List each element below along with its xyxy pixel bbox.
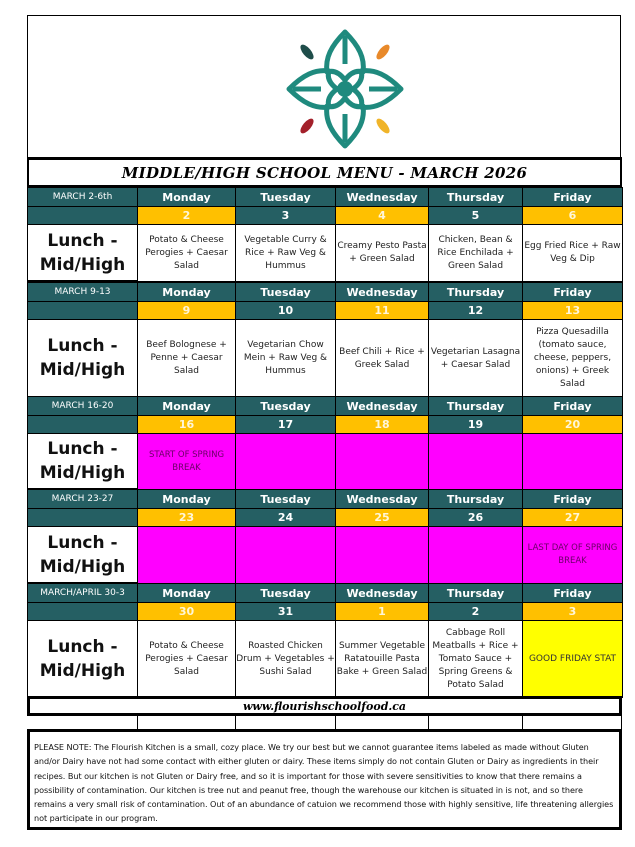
week-header-row [28,397,623,416]
date-cell: 10 [236,302,336,320]
date-cell: 5 [429,207,523,225]
day-name: Tuesday [236,490,336,509]
date-cell: 6 [523,207,623,225]
week-header-row [28,283,623,302]
menu-title-bar [27,157,622,187]
day-name: Friday [523,283,623,302]
lunch-label: Lunch - Mid/High [28,434,138,490]
meal-cell: Beef Bolognese + Penne + Caesar Salad [138,320,236,398]
meal-cell: Summer Vegetable Ratatouille Pasta Bake + Green Salad [336,621,429,698]
week-table [27,489,623,585]
week-dates-row [28,416,623,434]
day-name: Thursday [429,188,523,207]
week-header-row [28,490,623,509]
day-name: Monday [138,397,236,416]
week-range: MARCH 23-27 [28,490,138,509]
day-name: Friday [523,397,623,416]
date-cell: 20 [523,416,623,434]
meal-cell: Potato & Cheese Perogies + Caesar Salad [138,225,236,282]
date-cell: 27 [523,509,623,527]
meal-cell [236,527,336,584]
meal-cell: LAST DAY OF SPRING BREAK [523,527,623,584]
day-name: Wednesday [336,584,429,603]
day-name: Thursday [429,490,523,509]
lunch-label: Lunch - Mid/High [28,225,138,282]
week-range: MARCH 16-20 [28,397,138,416]
meal-cell: Potato & Cheese Perogies + Caesar Salad [138,621,236,698]
day-name: Tuesday [236,584,336,603]
dates-label-cell [28,603,138,621]
dates-label-cell [28,302,138,320]
date-cell: 23 [138,509,236,527]
date-cell: 24 [236,509,336,527]
week-dates-row [28,207,623,225]
day-name: Friday [523,490,623,509]
flourish-logo-icon [275,24,415,154]
day-name: Thursday [429,397,523,416]
day-name: Wednesday [336,397,429,416]
date-cell: 31 [236,603,336,621]
date-cell: 19 [429,416,523,434]
lunch-row [28,434,623,490]
date-cell: 3 [236,207,336,225]
meal-cell: Pizza Quesadilla (tomato sauce, cheese, peppers, onions) + Greek Salad [523,320,623,398]
day-name: Friday [523,584,623,603]
spacer-row [27,716,622,729]
day-name: Wednesday [336,490,429,509]
week-table [27,282,623,399]
date-cell: 3 [523,603,623,621]
date-cell: 9 [138,302,236,320]
allergy-note: PLEASE NOTE: The Flourish Kitchen is a small, cozy place. We try our best but we cannot guarantee items labeled as made without Gluten and/or Dairy have not had some contact with either gluten or dairy. These items simply do not contain Gluten or Dairy as ingredients in their recipes. But our kitchen is not Gluten or Dairy free, and so it is important for those with severe sensitivities to know that there remains a possibility of contamination. Our kitchen is tree nut and peanut free, though the warehouse our kitchen is situated in is not, and so there remains a very small risk of contamination. Out of an abundance of catuion we recommend those with highly sensitive, life threatening allergies not participate in our program. [27,729,622,830]
date-cell: 30 [138,603,236,621]
day-name: Monday [138,283,236,302]
meal-cell: Egg Fried Rice + Raw Veg & Dip [523,225,623,282]
meal-cell: START OF SPRING BREAK [138,434,236,490]
day-name: Monday [138,584,236,603]
dates-label-cell [28,416,138,434]
week-table [27,583,623,699]
lunch-label: Lunch - Mid/High [28,527,138,584]
day-name: Thursday [429,283,523,302]
meal-cell [429,527,523,584]
day-name: Friday [523,188,623,207]
day-name: Wednesday [336,283,429,302]
meal-cell: Creamy Pesto Pasta + Green Salad [336,225,429,282]
date-cell: 25 [336,509,429,527]
week-dates-row [28,302,623,320]
week-range: MARCH 9-13 [28,283,138,302]
date-cell: 12 [429,302,523,320]
meal-cell: Roasted Chicken Drum + Vegetables + Sushi Salad [236,621,336,698]
dates-label-cell [28,207,138,225]
day-name: Thursday [429,584,523,603]
meal-cell: Cabbage Roll Meatballs + Rice + Tomato Sauce + Spring Greens & Potato Salad [429,621,523,698]
date-cell: 17 [236,416,336,434]
date-cell: 16 [138,416,236,434]
meal-cell [429,434,523,490]
date-cell: 2 [429,603,523,621]
meal-cell: GOOD FRIDAY STAT [523,621,623,698]
meal-cell: Chicken, Bean & Rice Enchilada + Green Salad [429,225,523,282]
day-name: Tuesday [236,188,336,207]
day-name: Tuesday [236,283,336,302]
week-dates-row [28,509,623,527]
date-cell: 4 [336,207,429,225]
meal-cell: Vegetable Curry & Rice + Raw Veg & Hummus [236,225,336,282]
dates-label-cell [28,509,138,527]
date-cell: 18 [336,416,429,434]
lunch-label: Lunch - Mid/High [28,320,138,398]
meal-cell: Vegetarian Lasagna + Caesar Salad [429,320,523,398]
week-range: MARCH/APRIL 30-3 [28,584,138,603]
meal-cell [523,434,623,490]
date-cell: 13 [523,302,623,320]
week-dates-row [28,603,623,621]
meal-cell [336,527,429,584]
date-cell: 1 [336,603,429,621]
lunch-row [28,527,623,584]
lunch-row [28,320,623,398]
day-name: Monday [138,490,236,509]
menu-title: MIDDLE/HIGH SCHOOL MENU - MARCH 2026 [121,163,528,182]
logo-header [27,15,621,157]
meal-cell [236,434,336,490]
website-link[interactable]: www.flourishschoolfood.ca [242,699,407,713]
meal-cell [138,527,236,584]
week-range: MARCH 2-6th [28,188,138,207]
meal-cell: Beef Chili + Rice + Greek Salad [336,320,429,398]
day-name: Tuesday [236,397,336,416]
website-bar [27,696,622,716]
date-cell: 26 [429,509,523,527]
week-table [27,396,623,491]
lunch-row [28,225,623,282]
day-name: Wednesday [336,188,429,207]
lunch-label: Lunch - Mid/High [28,621,138,698]
date-cell: 11 [336,302,429,320]
meal-cell [336,434,429,490]
week-header-row [28,188,623,207]
lunch-row [28,621,623,698]
meal-cell: Vegetarian Chow Mein + Raw Veg & Hummus [236,320,336,398]
day-name: Monday [138,188,236,207]
date-cell: 2 [138,207,236,225]
week-table [27,187,623,283]
week-header-row [28,584,623,603]
